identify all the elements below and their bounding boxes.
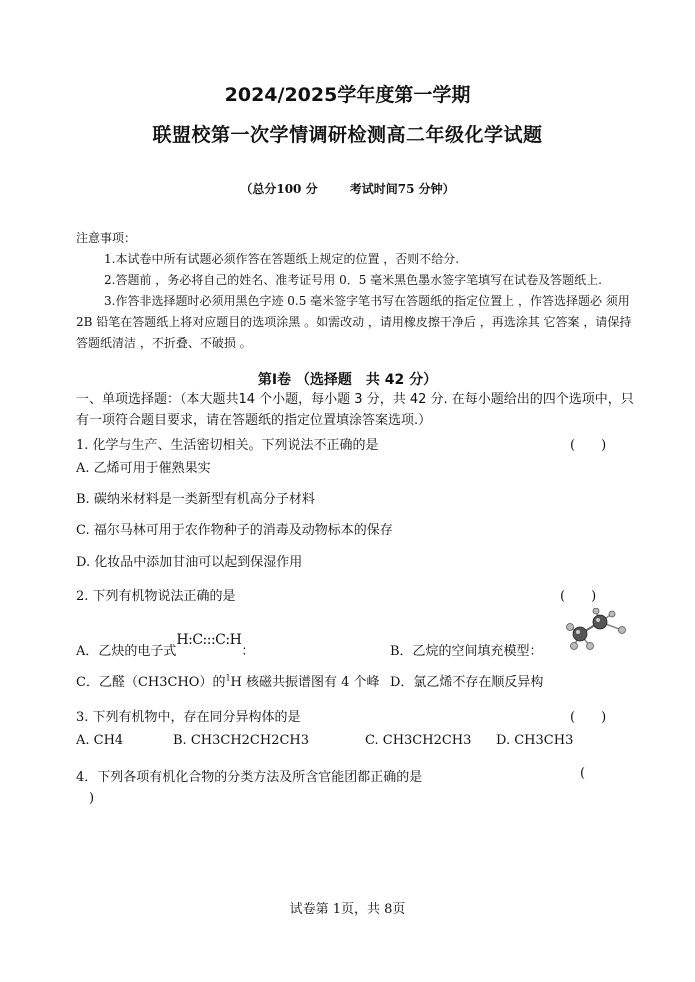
q3-stem: 3. 下列有机物中，存在同分异构体的是: [76, 710, 301, 725]
notes-block: [76, 228, 636, 354]
q2-option-c-sup: 1: [225, 673, 231, 683]
q3-option-d: D. CH3CH3: [496, 733, 574, 748]
q2-stem: 2. 下列有机物说法正确的是: [76, 589, 236, 604]
q3-option-a: A. CH4: [76, 733, 124, 748]
acetylene-electron-formula: H:C:::C:H: [176, 632, 242, 648]
ethane-space-filling-model: [566, 608, 630, 652]
exam-year-title: 2024/2025学年度第一学期: [224, 84, 471, 106]
q2-option-c-pre: C．乙醛（CH3CHO）的: [76, 675, 226, 690]
q2-option-a-text: A．乙炔的电子式: [76, 644, 177, 659]
q2-option-d: D．氯乙烯不存在顺反异构: [390, 675, 544, 690]
q1-stem: 1. 化学与生产、生活密切相关。下列说法不正确的是: [76, 438, 379, 453]
q2-option-a: [76, 632, 255, 659]
note-1: 1.本试卷中所有试题必须作答在答题纸上规定的位置 ，否则不给分.: [104, 252, 460, 266]
q1-option-b: B. 碳纳米材料是一类新型有机高分子材料: [76, 492, 315, 507]
q3-answer-paren: ( ): [570, 710, 607, 725]
q1-option-a: A. 乙烯可用于催熟果实: [76, 461, 211, 476]
q2-answer-paren: ( ): [560, 589, 597, 604]
q2-option-c: [76, 671, 380, 690]
q2-option-a-colon: ：: [241, 644, 255, 659]
q4-stem: 4．下列各项有机化合物的分类方法及所含官能团都正确的是: [76, 770, 423, 785]
note-2: 2.答题前 ，务必将自己的姓名、准考证号用 0．5 毫米黑色墨水签字笔填写在试卷及答题纸上.: [104, 273, 602, 287]
q1-option-c: C. 福尔马林可用于农作物种子的消毒及动物标本的保存: [76, 523, 393, 538]
q1-option-d: D. 化妆品中添加甘油可以起到保湿作用: [76, 555, 303, 570]
exam-meta: [0, 180, 695, 197]
section-description: 一、单项选择题：（本大题共14 个小题，每小题 3 分，共 42 分. 在每小题给出的四个选项中，只有一项符合题目要求，请在答题纸的指定位置填涂答案选项.）: [76, 392, 634, 428]
total-score: （总分100 分: [240, 182, 318, 196]
exam-time: 考试时间75 分钟）: [349, 182, 455, 196]
q4-answer-paren-close: ): [89, 791, 95, 806]
notes-heading: 注意事项：: [76, 231, 137, 245]
exam-main-title: 联盟校第一次学情调研检测高二年级化学试题: [152, 124, 543, 146]
q4-answer-paren-open: (: [580, 766, 586, 781]
q1-answer-paren: ( ): [570, 438, 607, 453]
section-title: 第Ⅰ卷 （选择题 共 42 分）: [257, 372, 438, 388]
q3-option-b: B. CH3CH2CH2CH3: [173, 733, 310, 748]
page-footer: 试卷第 1页，共 8页: [289, 902, 406, 917]
q2-option-b: B．乙烷的空间填充模型：: [390, 644, 543, 659]
q2-option-c-post: H 核磁共振谱图有 4 个峰: [230, 675, 380, 690]
note-3: 3.作答非选择题时必须用黑色字迹 0.5 毫米签字笔书写在答题纸的指定位置上 ，作答选择题必 须用 2B 铅笔在答题纸上将对应题目的选项涂黑 。如需改动 ，请用橡皮擦干净后 ，再选涂其 它答案 ，请保持答题纸清洁 ，不折叠、不破损 。: [76, 294, 632, 350]
q3-option-c: C. CH3CH2CH3: [365, 733, 472, 748]
